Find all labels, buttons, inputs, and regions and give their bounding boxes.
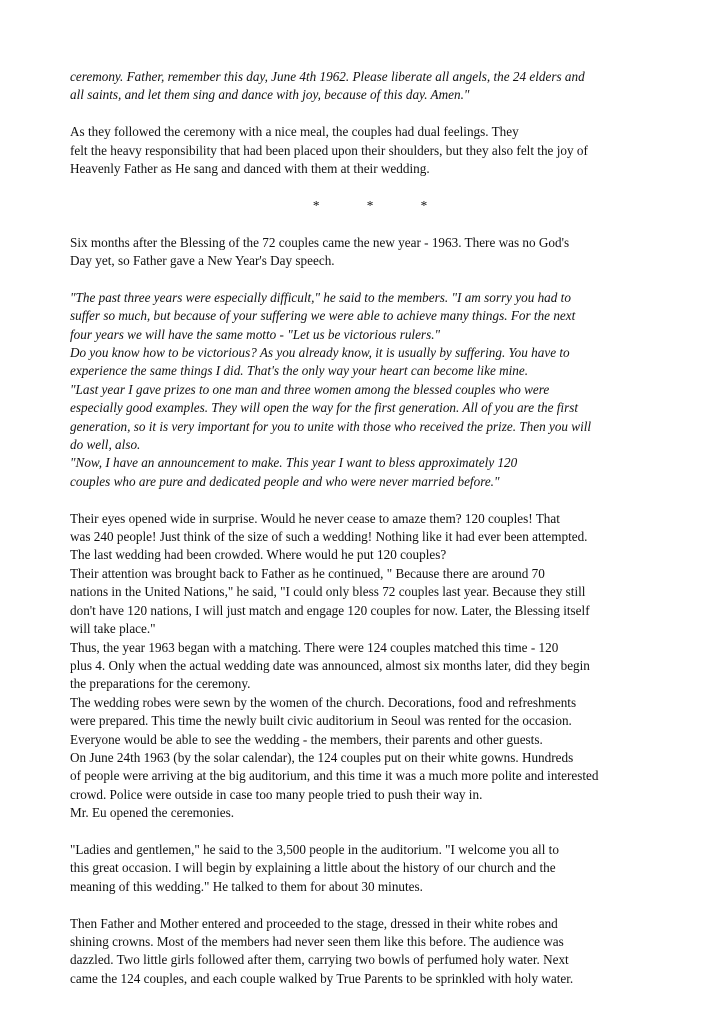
paragraph-gap xyxy=(70,215,670,233)
quote-paragraph xyxy=(70,289,670,491)
quote-paragraph xyxy=(70,68,670,105)
text-line: of people were arriving at the big auditorium, and this time it was a much more polite and interested xyxy=(70,768,599,784)
text-line: couples who are pure and dedicated people and who were never married before." xyxy=(70,473,500,489)
text-line: plus 4. Only when the actual wedding date was announced, almost six months later, did they begin xyxy=(70,657,590,673)
text-line: As they followed the ceremony with a nice meal, the couples had dual feelings. They xyxy=(70,124,519,140)
text-line: was 240 people! Just think of the size of such a wedding! Nothing like it had ever been attempted. xyxy=(70,529,588,545)
text-line: do well, also. xyxy=(70,437,141,453)
text-line: The last wedding had been crowded. Where would he put 120 couples? xyxy=(70,547,447,563)
paragraph xyxy=(70,510,670,823)
text-line: were prepared. This time the newly built civic auditorium in Seoul was rented for the occasion. xyxy=(70,713,572,729)
text-line: nations in the United Nations," he said, "I could only bless 72 couples last year. Because they still xyxy=(70,584,586,600)
text-line: "Ladies and gentlemen," he said to the 3,500 people in the auditorium. "I welcome you all to xyxy=(70,841,559,857)
text-line: shining crowns. Most of the members had never seen them like this before. The audience was xyxy=(70,933,564,949)
text-line: Thus, the year 1963 began with a matching. There were 124 couples matched this time - 120 xyxy=(70,639,559,655)
text-line: Heavenly Father as He sang and danced with them at their wedding. xyxy=(70,161,430,177)
paragraph xyxy=(70,915,670,989)
section-divider xyxy=(70,197,670,215)
text-line: all saints, and let them sing and dance with joy, because of this day. Amen." xyxy=(70,87,470,103)
paragraph-gap xyxy=(70,823,670,841)
paragraph xyxy=(70,123,670,178)
text-line: the preparations for the ceremony. xyxy=(70,676,251,692)
text-line: * * * xyxy=(312,197,450,213)
text-line: this great occasion. I will begin by explaining a little about the history of our church and the xyxy=(70,860,556,876)
text-line: especially good examples. They will open the way for the first generation. All of you are the first xyxy=(70,400,579,416)
text-line: crowd. Police were outside in case too many people tried to push their way in. xyxy=(70,786,483,802)
text-line: The wedding robes were sewn by the women of the church. Decorations, food and refreshments xyxy=(70,694,577,710)
text-line: "The past three years were especially difficult," he said to the members. "I am sorry you had to xyxy=(70,289,571,305)
paragraph-gap xyxy=(70,270,670,288)
paragraph xyxy=(70,841,670,896)
text-line: Their eyes opened wide in surprise. Would he never cease to amaze them? 120 couples! That xyxy=(70,510,560,526)
text-line: dazzled. Two little girls followed after them, carrying two bowls of perfumed holy water. Next xyxy=(70,952,569,968)
text-line: will take place." xyxy=(70,621,156,637)
text-line: Everyone would be able to see the wedding - the members, their parents and other guests. xyxy=(70,731,543,747)
paragraph-gap xyxy=(70,896,670,914)
text-line: Then Father and Mother entered and proceeded to the stage, dressed in their white robes and xyxy=(70,915,558,931)
text-line: Six months after the Blessing of the 72 couples came the new year - 1963. There was no God's xyxy=(70,234,570,250)
text-line: Mr. Eu opened the ceremonies. xyxy=(70,805,235,821)
paragraph-gap xyxy=(70,178,670,196)
text-line: four years we will have the same motto - "Let us be victorious rulers." xyxy=(70,326,441,342)
text-line: On June 24th 1963 (by the solar calendar), the 124 couples put on their white gowns. Hundreds xyxy=(70,749,574,765)
text-line: Their attention was brought back to Father as he continued, " Because there are around 70 xyxy=(70,565,545,581)
paragraph-gap xyxy=(70,491,670,509)
paragraph-gap xyxy=(70,105,670,123)
text-line: Day yet, so Father gave a New Year's Day speech. xyxy=(70,253,335,269)
paragraph xyxy=(70,234,670,271)
text-line: generation, so it is very important for you to unite with those who received the prize. Then you will xyxy=(70,418,592,434)
text-line: experience the same things I did. That's the only way your heart can become like mine. xyxy=(70,363,529,379)
text-line: came the 124 couples, and each couple walked by True Parents to be sprinkled with holy water. xyxy=(70,970,574,986)
text-line: ceremony. Father, remember this day, June 4th 1962. Please liberate all angels, the 24 elders and xyxy=(70,69,585,84)
text-line: "Now, I have an announcement to make. This year I want to bless approximately 120 xyxy=(70,455,518,471)
text-line: suffer so much, but because of your suffering we were able to achieve many things. For the next xyxy=(70,308,576,324)
text-line: felt the heavy responsibility that had been placed upon their shoulders, but they also felt the joy of xyxy=(70,142,588,158)
document-page xyxy=(70,68,670,988)
text-line: "Last year I gave prizes to one man and three women among the blessed couples who were xyxy=(70,381,550,397)
text-line: don't have 120 nations, I will just match and engage 120 couples for now. Later, the Blessing itself xyxy=(70,602,590,618)
text-line: Do you know how to be victorious? As you already know, it is usually by suffering. You have to xyxy=(70,345,570,361)
text-line: meaning of this wedding." He talked to them for about 30 minutes. xyxy=(70,878,423,894)
